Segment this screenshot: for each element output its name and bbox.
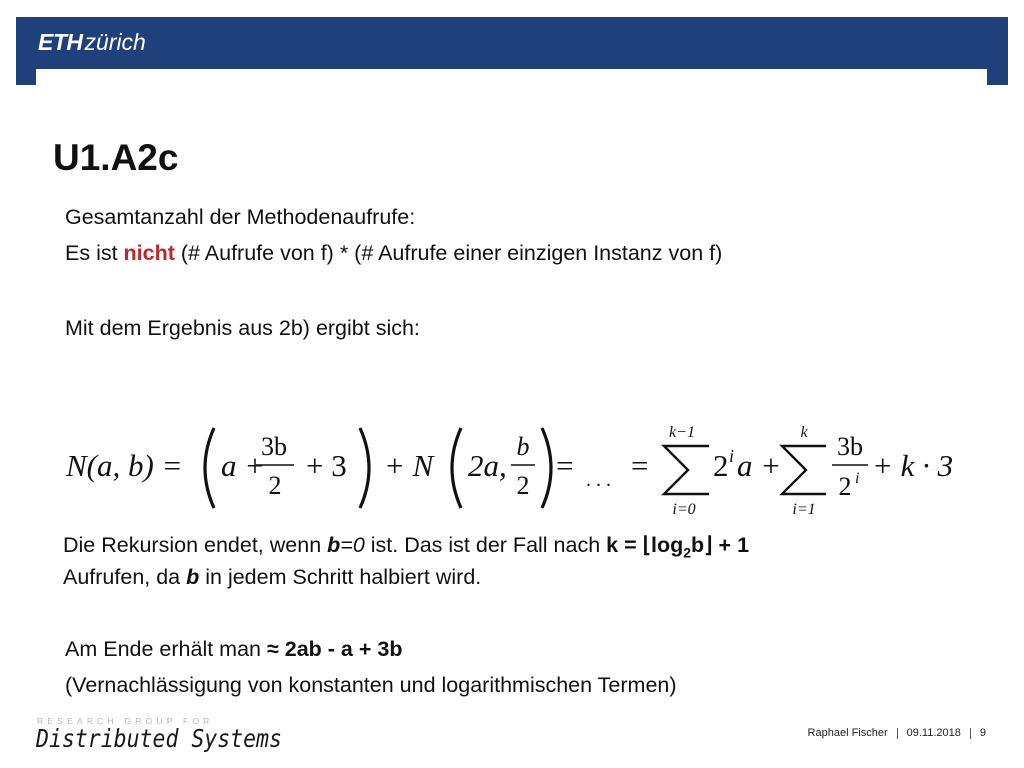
rek2-text-c: in jedem Schritt halbiert wird.: [199, 565, 482, 589]
footer-separator: [897, 728, 898, 739]
formula-t1: a +: [221, 448, 266, 483]
footer-separator: [970, 728, 971, 739]
rek-text-d: ist. Das ist der Fall nach: [364, 533, 607, 557]
header-tab: [16, 69, 36, 85]
formula-t3: + N: [384, 448, 434, 483]
sum2-sigma: [782, 446, 826, 494]
header-bar: [16, 17, 1008, 85]
line-1: Gesamtanzahl der Methodenaufrufe:: [65, 205, 416, 229]
line-2-rest: (# Aufrufe von f) * (# Aufrufe einer einzigen Instanz von f): [174, 241, 723, 265]
header-cutout: [36, 69, 987, 85]
footer-author: Raphael Fischer: [807, 727, 888, 739]
recursion-line-2: [63, 563, 481, 591]
sum2-top: k: [800, 424, 808, 441]
footer-group-name: Distributed Systems: [36, 724, 282, 753]
formula-t2: + 3: [306, 448, 347, 483]
formula-dots: . . .: [586, 469, 611, 491]
sum2-bot: i=1: [792, 501, 816, 518]
line-2-prefix: Es ist: [65, 241, 124, 265]
result-note: (Vernachlässigung von konstanten und logarithmischen Termen): [65, 673, 677, 697]
rek-k-formula-end: b⌋ + 1: [691, 533, 750, 557]
paren-open-2: [452, 428, 461, 508]
result-formula: ≈ 2ab - a + 3b: [266, 637, 403, 661]
line-3: Mit dem Ergebnis aus 2b) ergibt sich:: [65, 316, 420, 340]
frac2-num: b: [516, 432, 530, 461]
recursion-line-1: [63, 531, 749, 566]
term1-tail: a +: [737, 448, 782, 483]
formula-tail: + k · 3: [872, 448, 954, 483]
paren-close-1: [360, 428, 369, 508]
sum1-sigma: [664, 446, 709, 494]
formula-eq2: =: [631, 448, 649, 483]
term1-sup: i: [729, 446, 735, 466]
footer-research-label: RESEARCH GROUP FOR: [37, 716, 214, 726]
rek2-var-b: b: [186, 565, 200, 589]
line-2-emphasis: nicht: [123, 241, 175, 265]
footer-date: 09.11.2018: [906, 727, 961, 739]
frac2-den: 2: [516, 471, 530, 500]
paren-open-1: [205, 428, 214, 508]
eth-logo: [38, 28, 146, 56]
footer-page-number: 9: [979, 727, 986, 739]
rek2-text-a: Aufrufen, da: [63, 565, 187, 589]
slide-title: U1.A2c: [53, 137, 179, 178]
rek-log-sub: 2: [683, 544, 692, 561]
frac3-num: 3b: [837, 432, 863, 461]
recurrence-formula: [64, 418, 954, 518]
rek-k-formula: k = ⌊log: [606, 533, 684, 557]
logo-eth: ETH: [38, 29, 83, 55]
sum1-bot: i=0: [672, 501, 696, 518]
rek-text-a: Die Rekursion endet, wenn: [63, 533, 328, 557]
line-2: [65, 239, 722, 267]
result-line: [65, 635, 402, 663]
frac3-den: 2: [838, 472, 852, 501]
term1-base: 2: [713, 448, 729, 483]
formula-eq1: =: [556, 448, 574, 483]
frac1-num: 3b: [261, 432, 287, 461]
formula-t4: 2a,: [468, 448, 507, 483]
paren-close-2: [542, 428, 551, 508]
rek-var-b: b: [327, 533, 341, 557]
formula-lhs: N(a, b) =: [66, 448, 183, 483]
result-text: Am Ende erhält man: [65, 637, 267, 661]
logo-zurich: zürich: [84, 29, 146, 55]
sum1-top: k−1: [669, 424, 695, 441]
frac1-den: 2: [268, 471, 282, 500]
footer-meta: [808, 727, 986, 739]
frac3-den-sup: i: [855, 470, 860, 487]
rek-eq0: =0: [340, 533, 365, 557]
